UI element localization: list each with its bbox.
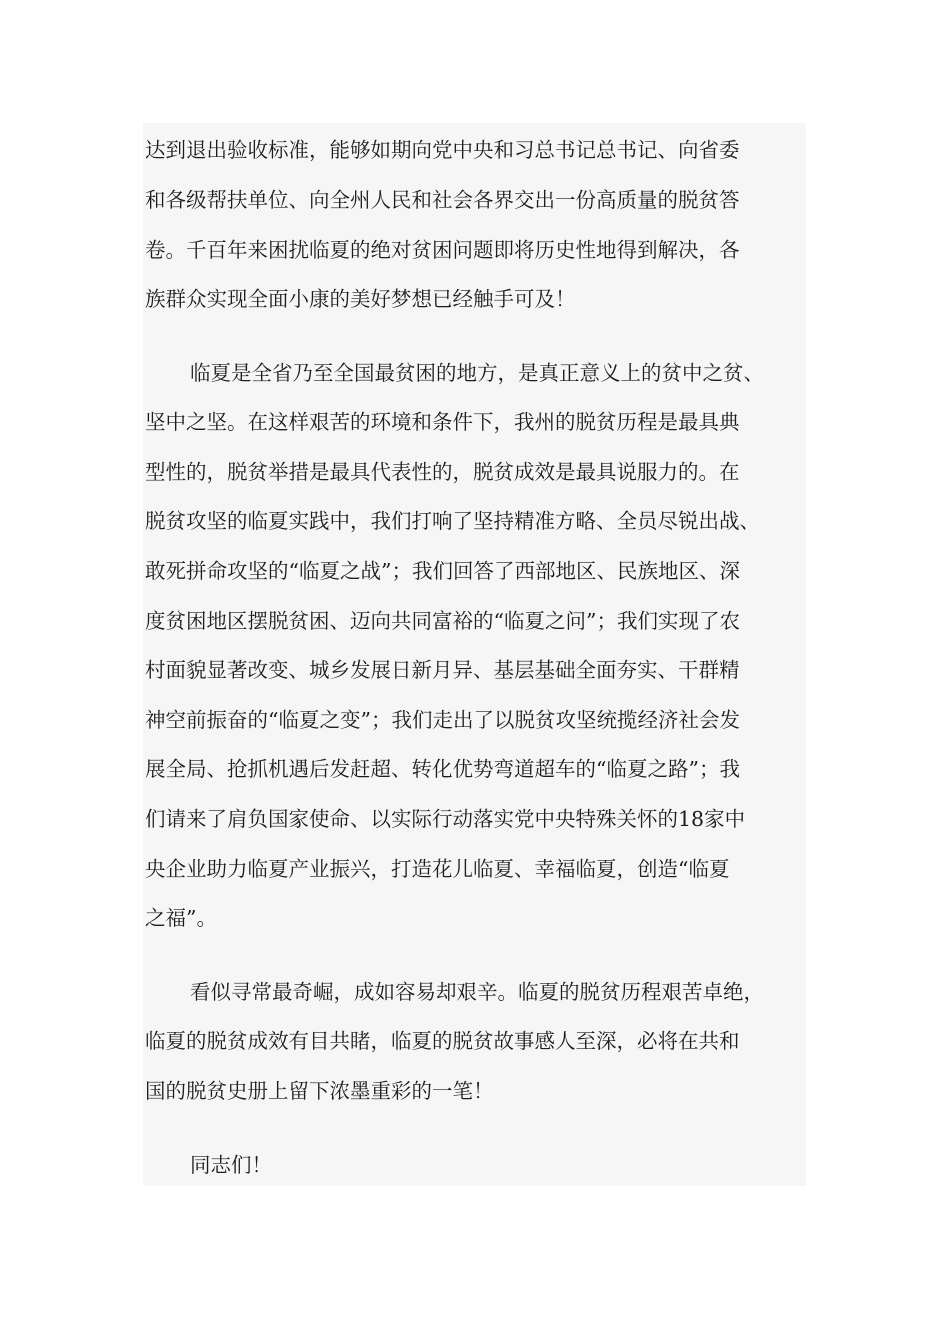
text-line: 达到退出验收标准，能够如期向党中央和习总书记总书记、向省委 bbox=[145, 138, 740, 162]
text-line: 神空前振奋的“临夏之变”；我们走出了以脱贫攻坚统揽经济社会发 bbox=[145, 708, 740, 732]
text-line: 族群众实现全面小康的美好梦想已经触手可及！ bbox=[145, 287, 576, 311]
text-line: 展全局、抢抓机遇后发赶超、转化优势弯道超车的“临夏之路”；我 bbox=[145, 757, 740, 781]
text-line: 卷。千百年来困扰临夏的绝对贫困问题即将历史性地得到解决，各 bbox=[145, 238, 740, 262]
paragraph-start-line: 临夏是全省乃至全国最贫困的地方，是真正意义上的贫中之贫、 bbox=[190, 361, 764, 385]
text-line: 敢死拼命攻坚的“临夏之战”；我们回答了西部地区、民族地区、深 bbox=[145, 559, 740, 583]
text-line: 和各级帮扶单位、向全州人民和社会各界交出一份高质量的脱贫答 bbox=[145, 188, 740, 212]
text-line: 型性的，脱贫举措是最具代表性的，脱贫成效是最具说服力的。在 bbox=[145, 460, 740, 484]
text-line: 们请来了肩负国家使命、以实际行动落实党中央特殊关怀的18家中 bbox=[145, 807, 746, 831]
text-line: 之福”。 bbox=[145, 906, 217, 930]
text-line: 脱贫攻坚的临夏实践中，我们打响了坚持精准方略、全员尽锐出战、 bbox=[145, 509, 760, 533]
text-line: 坚中之坚。在这样艰苦的环境和条件下，我州的脱贫历程是最具典 bbox=[145, 410, 740, 434]
salutation-line: 同志们！ bbox=[190, 1153, 272, 1177]
text-line: 国的脱贫史册上留下浓墨重彩的一笔！ bbox=[145, 1079, 494, 1103]
text-line: 央企业助力临夏产业振兴，打造花儿临夏、幸福临夏，创造“临夏 bbox=[145, 857, 730, 881]
text-line: 村面貌显著改变、城乡发展日新月异、基层基础全面夯实、干群精 bbox=[145, 658, 740, 682]
paragraph-start-line: 看似寻常最奇崛，成如容易却艰辛。临夏的脱贫历程艰苦卓绝， bbox=[190, 980, 764, 1004]
text-line: 临夏的脱贫成效有目共睹，临夏的脱贫故事感人至深，必将在共和 bbox=[145, 1029, 740, 1053]
text-line: 度贫困地区摆脱贫困、迈向共同富裕的“临夏之问”；我们实现了农 bbox=[145, 609, 740, 633]
